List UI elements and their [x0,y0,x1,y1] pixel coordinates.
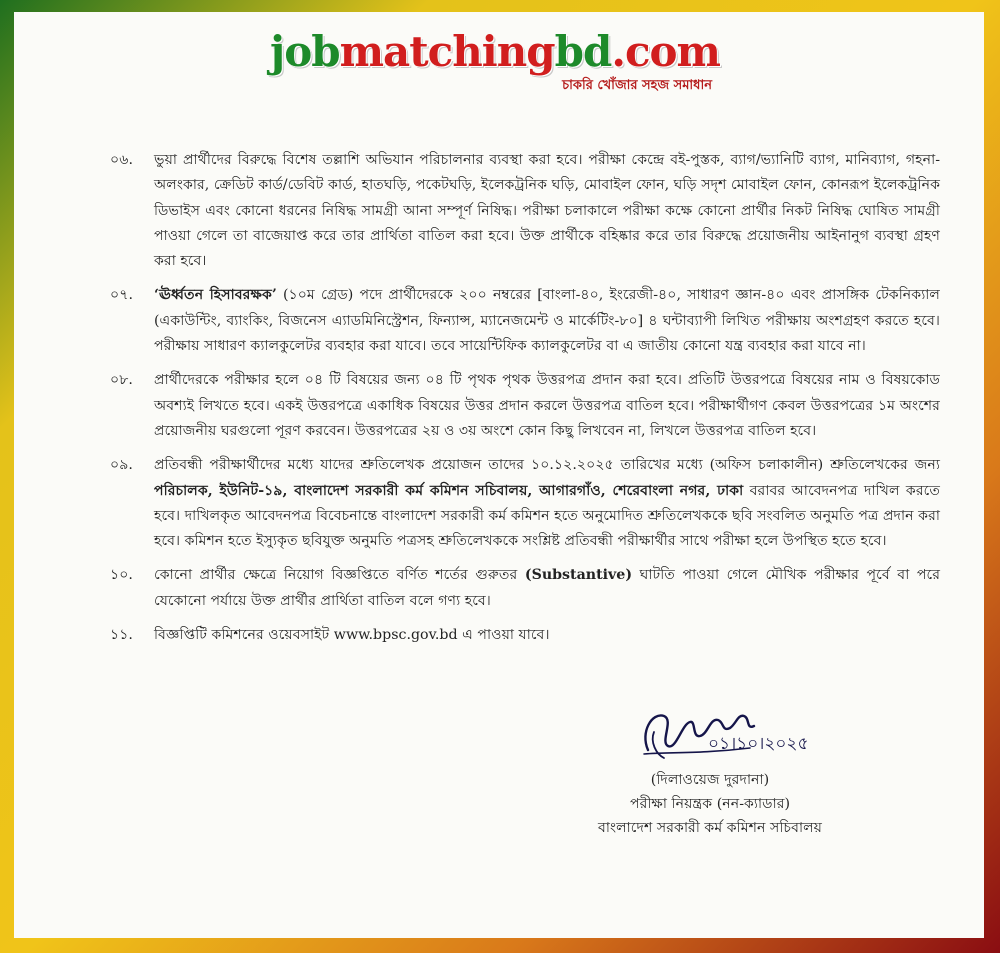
item-number: ০৮. [110,372,133,389]
item-number: ১০. [110,567,133,584]
logo-part-bd: bd [554,27,612,76]
signature-area [560,702,860,768]
item-text [154,148,940,274]
logo-part-com: .com [611,27,720,76]
signatory-name: (দিলাওয়েজ দুরদানা) [650,772,770,788]
notice-item-10 [110,563,940,614]
item-text [154,283,940,359]
item-body: (১০ম গ্রেড) পদে প্রার্থীদেরকে ২০০ নম্বরের [বাংলা-৪০, ইংরেজী-৪০, সাধারণ জ্ঞান-৪০ এবং প্রাসঙ্গিক টেকনিক্যাল (একাউন্টিং, ব্যাংকিং, বিজনেস এ্যাডমিনিস্ট্রেশন, ফিন্যান্স, ম্যানেজমেন্ট ও মার্কেটিং-৮০] ৪ ঘন্টাব্যাপী লিখিত পরীক্ষায় অংশগ্রহণ করতে হবে। পরীক্ষায় সাধারণ ক্যালকুলেটর ব্যবহার করা যাবে। তবে সায়েন্টিফিক ক্যালকুলেটর বা এ জাতীয় কোনো যন্ত্র ব্যবহার করা যাবে না। [154,287,940,355]
item-number: ১১. [110,627,133,644]
logo-wordmark [270,28,720,76]
notice-items [110,148,940,657]
item-body: বিজ্ঞপ্তিটি কমিশনের ওয়েবসাইট www.bpsc.gov.bd এ পাওয়া যাবে। [154,627,550,644]
notice-item-07 [110,283,940,359]
site-logo[interactable] [270,28,720,98]
notice-item-11 [110,623,940,648]
item-body-pre: কোনো প্রার্থীর ক্ষেত্রে নিয়োগ বিজ্ঞপ্তিতে বর্ণিত শর্তের গুরুতর [154,567,525,584]
item-body: প্রার্থীদেরকে পরীক্ষার হলে ০৪ টি বিষয়ের জন্য ০৪ টি পৃথক পৃথক উত্তরপত্র প্রদান করা হবে। প্রতিটি উত্তরপত্রে বিষয়ের নাম ও বিষয়কোড অবশ্যই লিখতে হবে। একই উত্তরপত্রে একাধিক বিষয়ের উত্তর প্রদান করলে উত্তরপত্র বাতিল হবে। পরীক্ষার্থীগণ কেবল উত্তরপত্রের ১ম অংশের প্রয়োজনীয় ঘরগুলো পূরণ করবেন। উত্তরপত্রের ২য় ও ৩য় অংশে কোন কিছু লিখবেন না, লিখলে উত্তরপত্র বাতিল হবে। [154,372,940,439]
item-bold-phrase: পরিচালক, ইউনিট-১৯, বাংলাদেশ সরকারী কর্ম কমিশন সচিবালয়, আগারগাঁও, শেরেবাংলা নগর, ঢাকা [154,482,744,499]
signature-block [560,702,860,840]
signature-date: ০১।১০।২০২৫ [708,734,809,754]
item-text [154,368,940,444]
item-bold-phrase: ‘ঊর্ধ্বতন হিসাবরক্ষক’ [154,287,277,304]
logo-part-matching: matching [339,27,555,76]
notice-item-09 [110,453,940,554]
item-number: ০৭. [110,287,133,304]
item-number: ০৬. [110,152,133,168]
signatory-designation: পরীক্ষা নিয়ন্ত্রক (নন-ক্যাডার) [629,796,791,812]
item-body: বরাবর আবেদনপত্র দাখিল করতে হবে। দাখিলকৃত আবেদনপত্র বিবেচনান্তে বাংলাদেশ সরকারী কর্ম কমিশন হতে অনুমোদিত শ্রুতিলেখককে ছবি সংবলিত অনুমতি পত্র প্রদান করা হবে। কমিশন হতে ইস্যুকৃত ছবিযুক্ত অনুমতি পত্রসহ শ্রুতিলেখককে সংশ্লিষ্ট প্রতিবন্ধী পরীক্ষার্থীর সাথে পরীক্ষা হলে উপস্থিত হতে হবে। [154,482,940,550]
item-text [154,563,940,614]
notice-item-08 [110,368,940,444]
item-bold-phrase: (Substantive) [524,567,633,584]
item-body: ভুয়া প্রার্থীদের বিরুদ্ধে বিশেষ তল্লাশি অভিযান পরিচালনার ব্যবস্থা করা হবে। পরীক্ষা কেন্দ্রে বই-পুস্তক, ব্যাগ/ভ্যানিটি ব্যাগ, মানিব্যাগ, গহনা-অলংকার, ক্রেডিট কার্ড/ডেবিট কার্ড, হাতঘড়ি, পকেটঘড়ি, ইলেকট্রনিক ঘড়ি, মোবাইল ফোন, ঘড়ি সদৃশ মোবাইল ফোন, কোনরূপ ইলেকট্রনিক ডিভাইস এবং কোনো ধরনের নিষিদ্ধ সামগ্রী আনা সম্পূর্ণ নিষিদ্ধ। পরীক্ষা চলাকালে পরীক্ষা কক্ষে কোনো প্রার্থীর নিকট নিষিদ্ধ ঘোষিত সামগ্রী পাওয়া গেলে তা বাজেয়াপ্ত করে তার প্রার্থিতা বাতিল করা হবে। উক্ত প্রার্থীকে বহিষ্কার করে তার বিরুদ্ধে প্রয়োজনীয় আইনানুগ ব্যবস্থা গ্রহণ করা হবে। [154,152,940,270]
signatory-office: বাংলাদেশ সরকারী কর্ম কমিশন সচিবালয় [597,820,823,836]
item-text [154,453,940,554]
item-number: ০৯. [110,457,133,474]
logo-part-job: job [270,27,340,76]
logo-tagline: চাকরি খোঁজার সহজ সমাধান [562,78,712,93]
notice-item-06 [110,148,940,274]
item-body-pre: প্রতিবন্ধী পরীক্ষার্থীদের মধ্যে যাদের শ্রুতিলেখক প্রয়োজন তাদের ১০.১২.২০২৫ তারিখের মধ্যে (অফিস চলাকালীন) শ্রুতিলেখকের জন্য [154,457,940,474]
item-body: ঘাটতি পাওয়া গেলে মৌখিক পরীক্ষার পূর্বে বা পরে যেকোনো পর্যায়ে উক্ত প্রার্থীর প্রার্থিতা বাতিল বলে গণ্য হবে। [154,567,941,609]
item-text [154,623,940,648]
